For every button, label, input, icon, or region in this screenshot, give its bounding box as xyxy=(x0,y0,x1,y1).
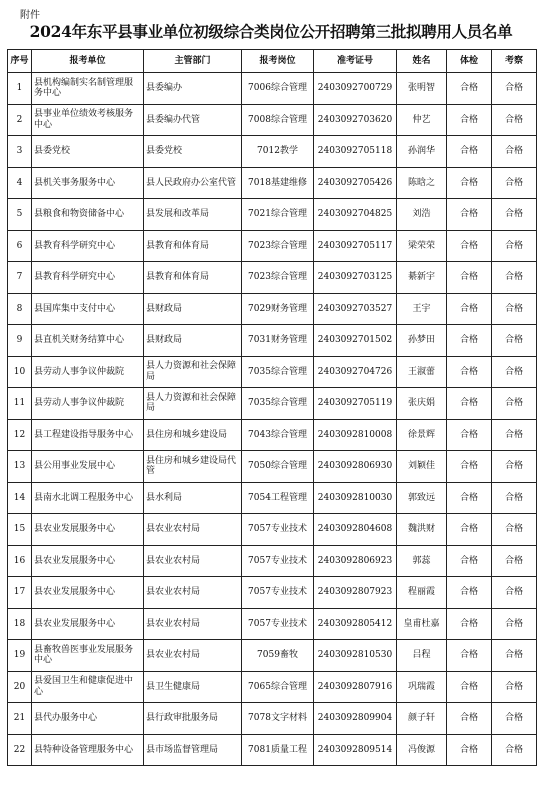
row-review: 合格 xyxy=(492,356,537,388)
row-medical-exam: 合格 xyxy=(447,577,492,609)
row-unit: 县粮食和物资储备中心 xyxy=(32,199,144,231)
row-department: 县农业农村局 xyxy=(144,545,242,577)
row-department: 县人力资源和社会保障局 xyxy=(144,388,242,420)
header-review: 考察 xyxy=(492,50,537,73)
header-department: 主管部门 xyxy=(144,50,242,73)
row-post: 7012教学 xyxy=(242,136,314,168)
row-name: 皇甫杜嘉 xyxy=(397,608,447,640)
row-department: 县农业农村局 xyxy=(144,608,242,640)
row-index: 20 xyxy=(8,671,32,703)
row-name: 王宇 xyxy=(397,293,447,325)
table-header-row xyxy=(8,50,537,73)
row-medical-exam: 合格 xyxy=(447,293,492,325)
row-review: 合格 xyxy=(492,734,537,766)
row-name: 颜子轩 xyxy=(397,703,447,735)
table-row xyxy=(8,73,537,105)
header-ticket-number: 准考证号 xyxy=(314,50,397,73)
row-index: 19 xyxy=(8,640,32,672)
row-name: 张庆娟 xyxy=(397,388,447,420)
row-ticket-number: 2403092705119 xyxy=(314,388,397,420)
row-post: 7057专业技术 xyxy=(242,514,314,546)
row-name: 仲艺 xyxy=(397,104,447,136)
row-name: 綦新宇 xyxy=(397,262,447,294)
row-unit: 县机关事务服务中心 xyxy=(32,167,144,199)
row-medical-exam: 合格 xyxy=(447,671,492,703)
row-unit: 县劳动人事争议仲裁院 xyxy=(32,388,144,420)
row-post: 7057专业技术 xyxy=(242,608,314,640)
row-review: 合格 xyxy=(492,703,537,735)
row-unit: 县农业发展服务中心 xyxy=(32,514,144,546)
row-name: 陈晗之 xyxy=(397,167,447,199)
row-post: 7057专业技术 xyxy=(242,577,314,609)
row-review: 合格 xyxy=(492,167,537,199)
row-index: 5 xyxy=(8,199,32,231)
row-post: 7050综合管理 xyxy=(242,451,314,483)
table-row xyxy=(8,104,537,136)
row-ticket-number: 2403092703620 xyxy=(314,104,397,136)
table-row xyxy=(8,136,537,168)
table-row xyxy=(8,356,537,388)
row-review: 合格 xyxy=(492,199,537,231)
row-post: 7035综合管理 xyxy=(242,388,314,420)
row-ticket-number: 2403092807923 xyxy=(314,577,397,609)
row-ticket-number: 2403092810008 xyxy=(314,419,397,451)
row-unit: 县机构编制实名制管理服务中心 xyxy=(32,73,144,105)
row-unit: 县教育科学研究中心 xyxy=(32,262,144,294)
row-name: 刘颖佳 xyxy=(397,451,447,483)
row-unit: 县事业单位绩效考核服务中心 xyxy=(32,104,144,136)
row-post: 7006综合管理 xyxy=(242,73,314,105)
row-department: 县农业农村局 xyxy=(144,577,242,609)
row-medical-exam: 合格 xyxy=(447,545,492,577)
row-index: 9 xyxy=(8,325,32,357)
row-unit: 县农业发展服务中心 xyxy=(32,577,144,609)
row-medical-exam: 合格 xyxy=(447,73,492,105)
row-name: 王淑蕾 xyxy=(397,356,447,388)
header-name: 姓名 xyxy=(397,50,447,73)
row-post: 7057专业技术 xyxy=(242,545,314,577)
row-post: 7054工程管理 xyxy=(242,482,314,514)
table-row xyxy=(8,451,537,483)
row-unit: 县南水北调工程服务中心 xyxy=(32,482,144,514)
row-name: 程丽霞 xyxy=(397,577,447,609)
header-post: 报考岗位 xyxy=(242,50,314,73)
row-medical-exam: 合格 xyxy=(447,608,492,640)
row-index: 22 xyxy=(8,734,32,766)
header-unit: 报考单位 xyxy=(32,50,144,73)
row-post: 7023综合管理 xyxy=(242,230,314,262)
table-row xyxy=(8,388,537,420)
row-index: 11 xyxy=(8,388,32,420)
attachment-label: 附件 xyxy=(20,10,40,21)
employment-list-table xyxy=(7,49,537,766)
row-index: 18 xyxy=(8,608,32,640)
row-ticket-number: 2403092805412 xyxy=(314,608,397,640)
table-row xyxy=(8,703,537,735)
row-medical-exam: 合格 xyxy=(447,734,492,766)
row-ticket-number: 2403092704726 xyxy=(314,356,397,388)
row-medical-exam: 合格 xyxy=(447,262,492,294)
row-department: 县卫生健康局 xyxy=(144,671,242,703)
row-index: 12 xyxy=(8,419,32,451)
table-row xyxy=(8,608,537,640)
row-ticket-number: 2403092705117 xyxy=(314,230,397,262)
table-row xyxy=(8,514,537,546)
header-index: 序号 xyxy=(8,50,32,73)
row-index: 14 xyxy=(8,482,32,514)
row-index: 16 xyxy=(8,545,32,577)
row-unit: 县委党校 xyxy=(32,136,144,168)
row-post: 7081质量工程 xyxy=(242,734,314,766)
row-department: 县农业农村局 xyxy=(144,514,242,546)
table-row xyxy=(8,482,537,514)
row-index: 6 xyxy=(8,230,32,262)
row-index: 21 xyxy=(8,703,32,735)
row-index: 10 xyxy=(8,356,32,388)
row-name: 郭蕊 xyxy=(397,545,447,577)
row-index: 2 xyxy=(8,104,32,136)
row-name: 吕程 xyxy=(397,640,447,672)
row-post: 7029财务管理 xyxy=(242,293,314,325)
row-unit: 县农业发展服务中心 xyxy=(32,608,144,640)
row-unit: 县畜牧兽医事业发展服务中心 xyxy=(32,640,144,672)
row-department: 县委编办代管 xyxy=(144,104,242,136)
row-department: 县委编办 xyxy=(144,73,242,105)
row-index: 4 xyxy=(8,167,32,199)
table-row xyxy=(8,734,537,766)
row-medical-exam: 合格 xyxy=(447,104,492,136)
table-row xyxy=(8,640,537,672)
row-name: 孙润华 xyxy=(397,136,447,168)
row-name: 巩瑞霞 xyxy=(397,671,447,703)
row-review: 合格 xyxy=(492,104,537,136)
row-index: 13 xyxy=(8,451,32,483)
row-unit: 县特种设备管理服务中心 xyxy=(32,734,144,766)
row-review: 合格 xyxy=(492,230,537,262)
table-row xyxy=(8,577,537,609)
row-name: 徐景辉 xyxy=(397,419,447,451)
row-review: 合格 xyxy=(492,482,537,514)
row-ticket-number: 2403092705118 xyxy=(314,136,397,168)
row-department: 县委党校 xyxy=(144,136,242,168)
row-medical-exam: 合格 xyxy=(447,136,492,168)
row-review: 合格 xyxy=(492,293,537,325)
row-unit: 县教育科学研究中心 xyxy=(32,230,144,262)
row-department: 县人民政府办公室代管 xyxy=(144,167,242,199)
row-index: 7 xyxy=(8,262,32,294)
row-review: 合格 xyxy=(492,73,537,105)
table-row xyxy=(8,545,537,577)
table-row xyxy=(8,325,537,357)
row-review: 合格 xyxy=(492,136,537,168)
row-medical-exam: 合格 xyxy=(447,356,492,388)
row-department: 县人力资源和社会保障局 xyxy=(144,356,242,388)
row-name: 冯俊源 xyxy=(397,734,447,766)
row-index: 1 xyxy=(8,73,32,105)
row-index: 8 xyxy=(8,293,32,325)
table-row xyxy=(8,262,537,294)
row-medical-exam: 合格 xyxy=(447,167,492,199)
table-row xyxy=(8,293,537,325)
row-review: 合格 xyxy=(492,325,537,357)
row-post: 7035综合管理 xyxy=(242,356,314,388)
table-row xyxy=(8,167,537,199)
row-department: 县发展和改革局 xyxy=(144,199,242,231)
row-department: 县农业农村局 xyxy=(144,640,242,672)
row-name: 刘浩 xyxy=(397,199,447,231)
document-title: 2024年东平县事业单位初级综合类岗位公开招聘第三批拟聘用人员名单 xyxy=(29,22,513,41)
row-review: 合格 xyxy=(492,419,537,451)
row-ticket-number: 2403092804608 xyxy=(314,514,397,546)
row-post: 7023综合管理 xyxy=(242,262,314,294)
row-medical-exam: 合格 xyxy=(447,451,492,483)
row-review: 合格 xyxy=(492,514,537,546)
row-post: 7018基建维修 xyxy=(242,167,314,199)
row-ticket-number: 2403092700729 xyxy=(314,73,397,105)
row-post: 7008综合管理 xyxy=(242,104,314,136)
row-name: 孙梦田 xyxy=(397,325,447,357)
row-department: 县住房和城乡建设局 xyxy=(144,419,242,451)
row-department: 县财政局 xyxy=(144,325,242,357)
row-medical-exam: 合格 xyxy=(447,703,492,735)
row-review: 合格 xyxy=(492,262,537,294)
table-row xyxy=(8,419,537,451)
row-review: 合格 xyxy=(492,388,537,420)
table-row xyxy=(8,199,537,231)
row-unit: 县直机关财务结算中心 xyxy=(32,325,144,357)
row-unit: 县代办服务中心 xyxy=(32,703,144,735)
row-medical-exam: 合格 xyxy=(447,199,492,231)
row-department: 县行政审批服务局 xyxy=(144,703,242,735)
row-review: 合格 xyxy=(492,671,537,703)
row-post: 7021综合管理 xyxy=(242,199,314,231)
row-unit: 县国库集中支付中心 xyxy=(32,293,144,325)
row-unit: 县工程建设指导服务中心 xyxy=(32,419,144,451)
row-ticket-number: 2403092810530 xyxy=(314,640,397,672)
row-department: 县教育和体育局 xyxy=(144,230,242,262)
row-index: 15 xyxy=(8,514,32,546)
row-ticket-number: 2403092703527 xyxy=(314,293,397,325)
row-medical-exam: 合格 xyxy=(447,640,492,672)
row-review: 合格 xyxy=(492,608,537,640)
row-ticket-number: 2403092809514 xyxy=(314,734,397,766)
row-name: 郭致远 xyxy=(397,482,447,514)
row-department: 县教育和体育局 xyxy=(144,262,242,294)
header-medical-exam: 体检 xyxy=(447,50,492,73)
row-review: 合格 xyxy=(492,640,537,672)
row-ticket-number: 2403092806923 xyxy=(314,545,397,577)
row-department: 县水利局 xyxy=(144,482,242,514)
row-ticket-number: 2403092701502 xyxy=(314,325,397,357)
row-post: 7043综合管理 xyxy=(242,419,314,451)
row-name: 梁荣荣 xyxy=(397,230,447,262)
row-department: 县住房和城乡建设局代管 xyxy=(144,451,242,483)
row-post: 7065综合管理 xyxy=(242,671,314,703)
row-medical-exam: 合格 xyxy=(447,230,492,262)
row-ticket-number: 2403092807916 xyxy=(314,671,397,703)
row-unit: 县农业发展服务中心 xyxy=(32,545,144,577)
row-unit: 县公用事业发展中心 xyxy=(32,451,144,483)
row-medical-exam: 合格 xyxy=(447,514,492,546)
row-medical-exam: 合格 xyxy=(447,482,492,514)
table-row xyxy=(8,230,537,262)
row-name: 张明智 xyxy=(397,73,447,105)
row-post: 7078文字材料 xyxy=(242,703,314,735)
row-medical-exam: 合格 xyxy=(447,419,492,451)
row-ticket-number: 2403092810030 xyxy=(314,482,397,514)
row-post: 7059畜牧 xyxy=(242,640,314,672)
row-ticket-number: 2403092809904 xyxy=(314,703,397,735)
row-unit: 县劳动人事争议仲裁院 xyxy=(32,356,144,388)
row-review: 合格 xyxy=(492,545,537,577)
row-ticket-number: 2403092705426 xyxy=(314,167,397,199)
row-review: 合格 xyxy=(492,451,537,483)
row-medical-exam: 合格 xyxy=(447,388,492,420)
row-index: 17 xyxy=(8,577,32,609)
row-index: 3 xyxy=(8,136,32,168)
row-review: 合格 xyxy=(492,577,537,609)
table-row xyxy=(8,671,537,703)
row-ticket-number: 2403092704825 xyxy=(314,199,397,231)
row-ticket-number: 2403092703125 xyxy=(314,262,397,294)
row-department: 县市场监督管理局 xyxy=(144,734,242,766)
row-department: 县财政局 xyxy=(144,293,242,325)
row-ticket-number: 2403092806930 xyxy=(314,451,397,483)
row-unit: 县爱国卫生和健康促进中心 xyxy=(32,671,144,703)
row-medical-exam: 合格 xyxy=(447,325,492,357)
row-post: 7031财务管理 xyxy=(242,325,314,357)
row-name: 魏洪财 xyxy=(397,514,447,546)
